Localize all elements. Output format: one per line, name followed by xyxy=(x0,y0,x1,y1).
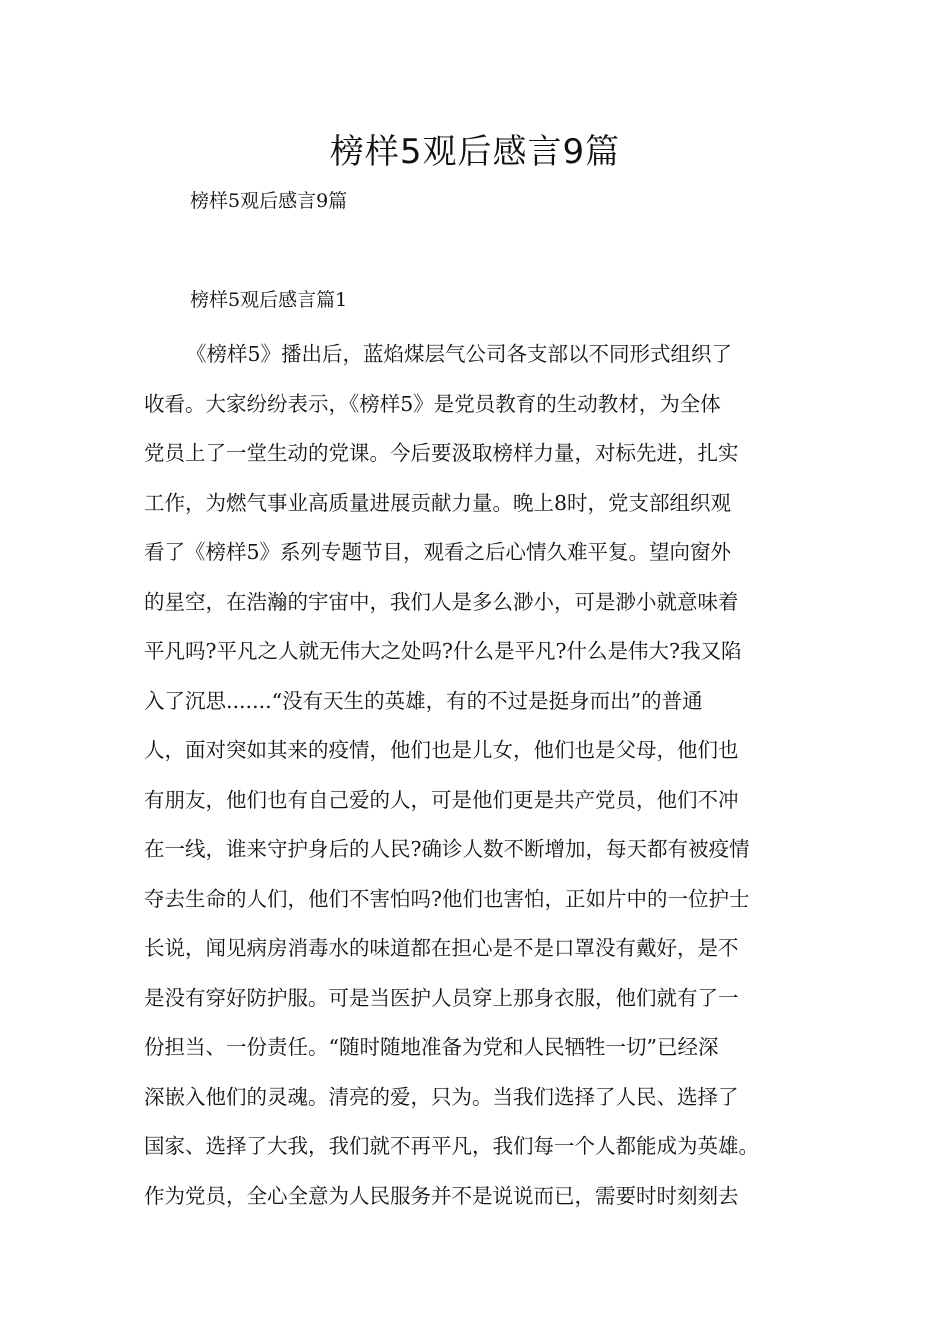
document-title: 榜样5观后感言9篇 xyxy=(329,132,621,172)
body-line: 收看。大家纷纷表示，《榜样5》是党员教育的生动教材，为全体 xyxy=(144,391,721,416)
body-line: 作为党员，全心全意为人民服务并不是说说而已，需要时时刻刻去 xyxy=(144,1183,739,1208)
body-line: 夺去生命的人们，他们不害怕吗?他们也害怕，正如片中的一位护士 xyxy=(144,886,750,911)
body-line: 长说，闻见病房消毒水的味道都在担心是不是口罩没有戴好，是不 xyxy=(144,936,739,960)
body-line: 看了《榜样5》系列专题节目，观看之后心情久难平复。望向窗外 xyxy=(144,540,732,564)
body-line: 平凡吗?平凡之人就无伟大之处吗?什么是平凡?什么是伟大?我又陷 xyxy=(144,639,742,663)
body-line: 党员上了一堂生动的党课。今后要汲取榜样力量，对标先进，扎实 xyxy=(144,441,739,465)
body-line: 《榜样5》播出后，蓝焰煤层气公司各支部以不同形式组织了 xyxy=(186,342,733,366)
body-text xyxy=(144,334,844,1225)
body-line: 份担当、一份责任。“随时随地准备为党和人民牺牲一切”已经深 xyxy=(144,1035,719,1059)
body-line: 有朋友，他们也有自己爱的人，可是他们更是共产党员，他们不冲 xyxy=(144,787,739,812)
body-line: 在一线，谁来守护身后的人民?确诊人数不断增加，每天都有被疫情 xyxy=(144,837,750,861)
document-subtitle: 榜样5观后感言9篇 xyxy=(190,190,348,212)
body-line: 工作，为燃气事业高质量进展贡献力量。晚上8时，党支部组织观 xyxy=(144,490,732,515)
body-line: 国家、选择了大我，我们就不再平凡，我们每一个人都能成为英雄。 xyxy=(144,1134,759,1158)
body-line: 是没有穿好防护服。可是当医护人员穿上那身衣服，他们就有了一 xyxy=(144,985,739,1010)
body-line: 人，面对突如其来的疫情，他们也是儿女，他们也是父母，他们也 xyxy=(144,738,739,762)
body-line: 入了沉思.......“没有天生的英雄，有的不过是挺身而出”的普通 xyxy=(144,688,703,713)
section-heading: 榜样5观后感言篇1 xyxy=(190,289,348,311)
body-line: 深嵌入他们的灵魂。清亮的爱，只为。当我们选择了人民、选择了 xyxy=(144,1084,739,1109)
body-line: 的星空，在浩瀚的宇宙中，我们人是多么渺小，可是渺小就意味着 xyxy=(144,589,739,614)
